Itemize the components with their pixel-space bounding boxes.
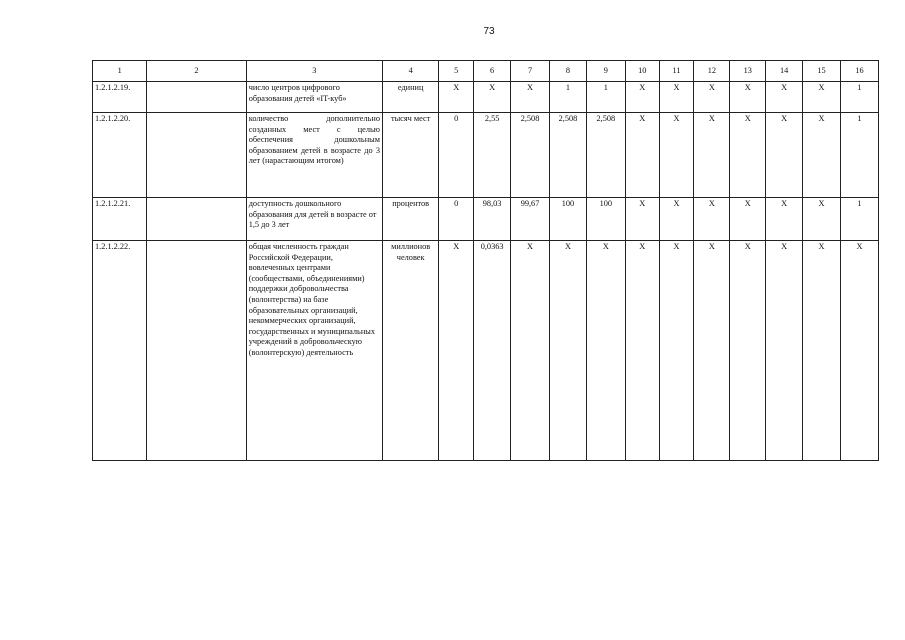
row-unit: единиц <box>382 82 438 113</box>
row-indicator: число центров цифрового образования детей «IT-куб» <box>246 82 382 113</box>
row-value: 98,03 <box>474 198 511 241</box>
row-value: Х <box>625 241 659 461</box>
column-header: 4 <box>382 61 438 82</box>
row-value: Х <box>766 113 803 198</box>
row-value: Х <box>625 198 659 241</box>
row-value: 100 <box>550 198 587 241</box>
page-number: 73 <box>483 26 495 37</box>
table-row <box>93 113 879 198</box>
row-value: 0 <box>439 198 474 241</box>
row-value: Х <box>730 198 766 241</box>
row-value: Х <box>550 241 587 461</box>
row-responsible <box>147 241 246 461</box>
row-value: Х <box>730 82 766 113</box>
row-value: Х <box>766 198 803 241</box>
row-value: Х <box>625 82 659 113</box>
row-code: 1.2.1.2.21. <box>93 198 147 241</box>
row-value: Х <box>659 198 694 241</box>
row-value: Х <box>694 198 730 241</box>
row-value: 2,508 <box>586 113 625 198</box>
column-header: 1 <box>93 61 147 82</box>
row-value: Х <box>840 241 878 461</box>
row-value: 2,508 <box>550 113 587 198</box>
row-value: Х <box>730 241 766 461</box>
column-header: 7 <box>511 61 550 82</box>
column-header: 11 <box>659 61 694 82</box>
row-value: 1 <box>840 82 878 113</box>
column-header: 12 <box>694 61 730 82</box>
column-header: 2 <box>147 61 246 82</box>
column-header: 8 <box>550 61 587 82</box>
table-row <box>93 82 879 113</box>
row-value: 1 <box>840 198 878 241</box>
column-header: 5 <box>439 61 474 82</box>
row-unit: миллионов человек <box>382 241 438 461</box>
row-value: Х <box>803 198 841 241</box>
row-responsible <box>147 198 246 241</box>
row-value: Х <box>766 82 803 113</box>
header-row <box>93 61 879 82</box>
row-value: Х <box>659 82 694 113</box>
table-row <box>93 198 879 241</box>
row-value: 1 <box>586 82 625 113</box>
row-value: Х <box>694 241 730 461</box>
row-value: Х <box>511 241 550 461</box>
column-header: 10 <box>625 61 659 82</box>
row-value: Х <box>730 113 766 198</box>
column-header: 15 <box>803 61 841 82</box>
row-unit: тысяч мест <box>382 113 438 198</box>
row-code: 1.2.1.2.20. <box>93 113 147 198</box>
column-header: 13 <box>730 61 766 82</box>
row-value: Х <box>511 82 550 113</box>
row-value: Х <box>694 82 730 113</box>
row-value: 1 <box>550 82 587 113</box>
column-header: 9 <box>586 61 625 82</box>
row-value: 1 <box>840 113 878 198</box>
row-value: Х <box>625 113 659 198</box>
row-indicator: доступность дошкольного образования для детей в возрасте от 1,5 до 3 лет <box>246 198 382 241</box>
row-value: 100 <box>586 198 625 241</box>
row-indicator: количество дополнительно созданных мест с целью обеспечения дошкольным образованием детей в возрасте до 3 лет (нарастающим итогом) <box>246 113 382 198</box>
row-value: Х <box>803 82 841 113</box>
row-value: Х <box>803 113 841 198</box>
indicator-table <box>92 60 879 461</box>
column-header: 16 <box>840 61 878 82</box>
row-value: Х <box>803 241 841 461</box>
row-unit: процентов <box>382 198 438 241</box>
row-value: Х <box>659 241 694 461</box>
row-value: Х <box>694 113 730 198</box>
row-value: 2,508 <box>511 113 550 198</box>
table-row <box>93 241 879 461</box>
row-code: 1.2.1.2.19. <box>93 82 147 113</box>
column-header: 6 <box>474 61 511 82</box>
column-header: 3 <box>246 61 382 82</box>
row-value: Х <box>766 241 803 461</box>
row-value: Х <box>439 241 474 461</box>
column-header: 14 <box>766 61 803 82</box>
row-value: 2,55 <box>474 113 511 198</box>
row-responsible <box>147 113 246 198</box>
row-responsible <box>147 82 246 113</box>
row-value: 99,67 <box>511 198 550 241</box>
row-value: Х <box>439 82 474 113</box>
row-value: 0,0363 <box>474 241 511 461</box>
row-indicator: общая численность граждан Российской Федерации, вовлеченных центрами (сообществами, объединениями) поддержки добровольчества (волонтерства) на базе образовательных организаций, некоммерческих организаций, государственных и муниципальных учреждений в добровольческую (волонтерскую) деятельность <box>246 241 382 461</box>
row-code: 1.2.1.2.22. <box>93 241 147 461</box>
row-value: 0 <box>439 113 474 198</box>
row-value: Х <box>659 113 694 198</box>
row-value: Х <box>474 82 511 113</box>
row-value: Х <box>586 241 625 461</box>
